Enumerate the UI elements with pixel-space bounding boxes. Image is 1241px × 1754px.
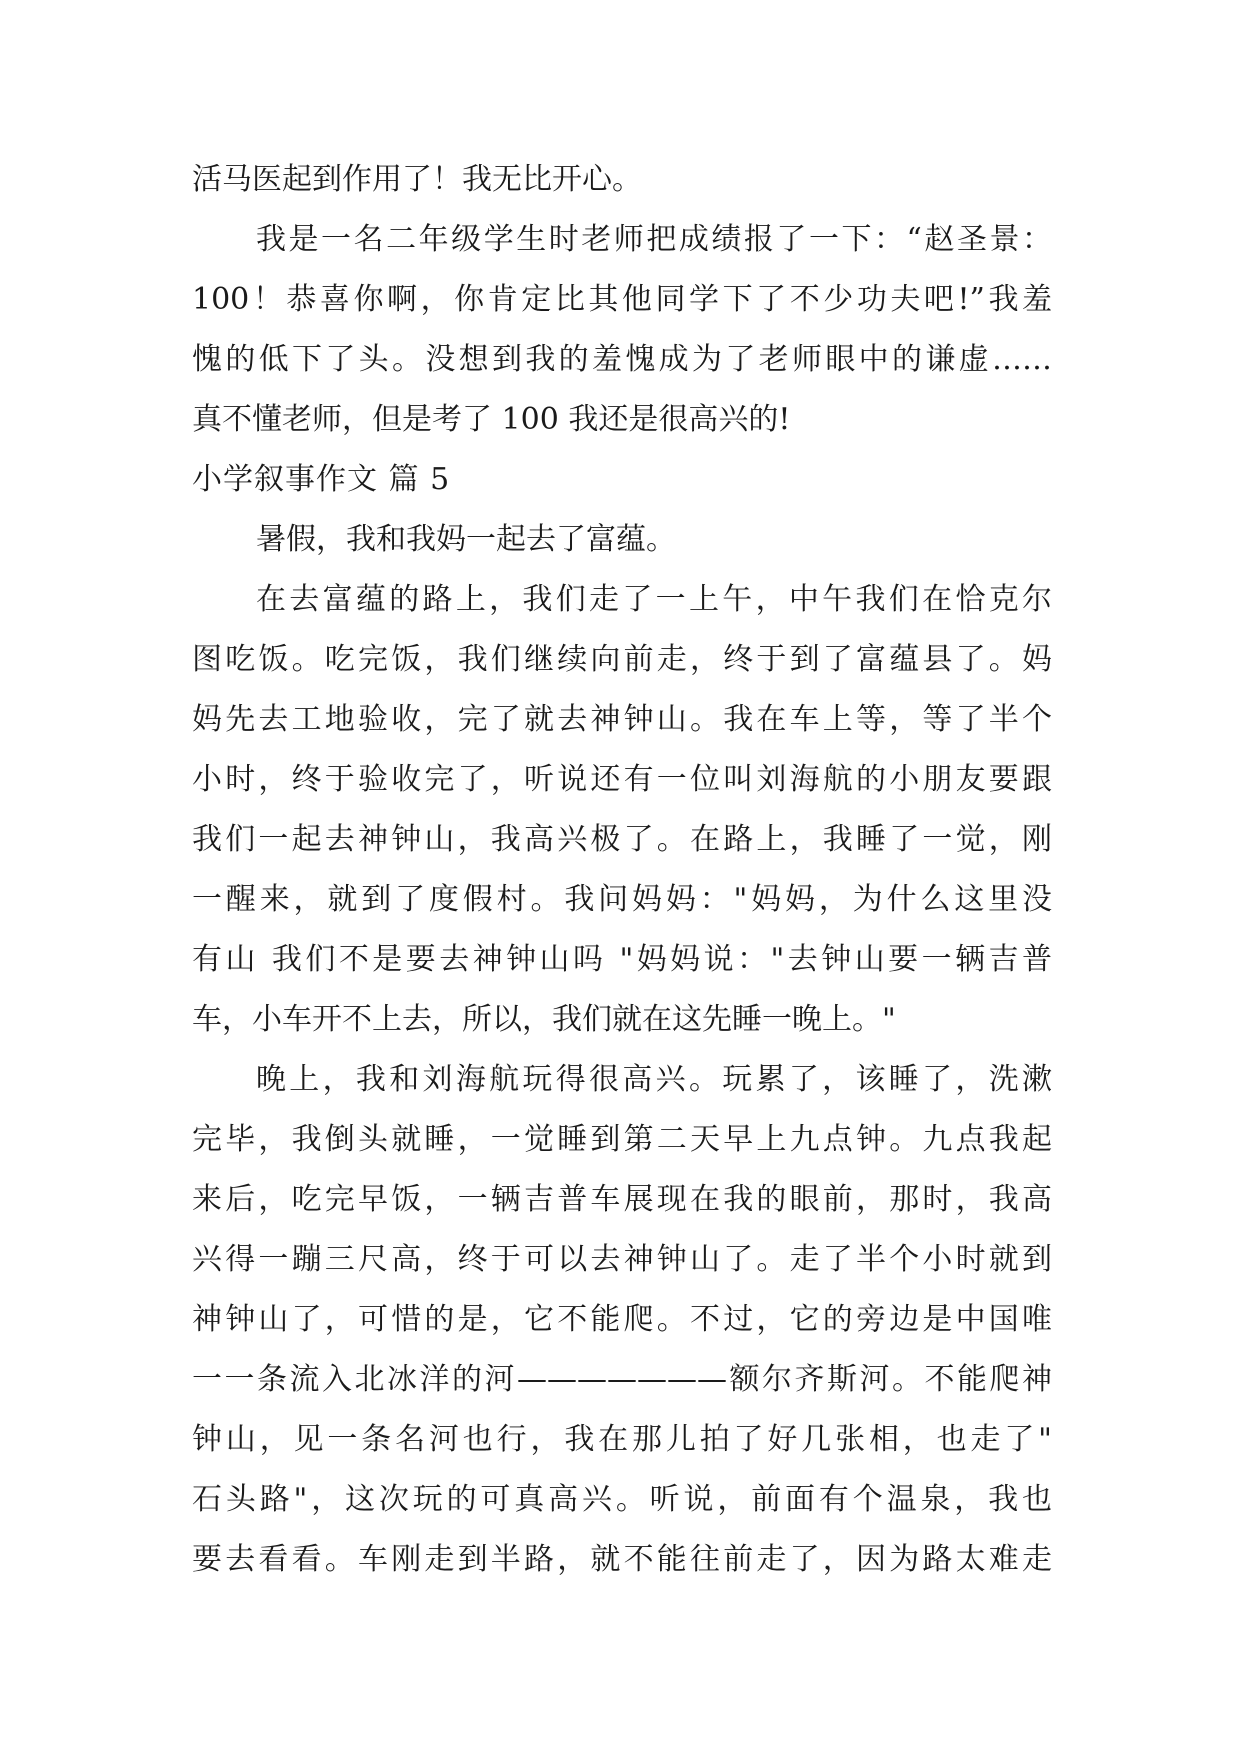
text-line: 100！恭喜你啊，你肯定比其他同学下了不少功夫吧!”我羞 <box>192 282 1052 317</box>
paragraph-5 <box>192 1050 1052 1590</box>
text-line: 神钟山了，可惜的是，它不能爬。不过，它的旁边是中国唯 <box>192 1302 1052 1337</box>
document-body <box>192 150 1052 1590</box>
text-line: 有山 我们不是要去神钟山吗 "妈妈说："去钟山要一辆吉普 <box>192 942 1052 977</box>
paragraph-2 <box>192 210 1052 450</box>
text-line: 晚上，我和刘海航玩得很高兴。玩累了，该睡了，洗漱 <box>256 1062 1052 1097</box>
text-line: 完毕，我倒头就睡，一觉睡到第二天早上九点钟。九点我起 <box>192 1122 1052 1157</box>
paragraph-4 <box>192 570 1052 1050</box>
text-line: 来后，吃完早饭，一辆吉普车展现在我的眼前，那时，我高 <box>192 1182 1052 1217</box>
text-line: 我们一起去神钟山，我高兴极了。在路上，我睡了一觉，刚 <box>192 822 1052 857</box>
text-line: 真不懂老师，但是考了 100 我还是很高兴的! <box>192 402 791 437</box>
text-line: 钟山，见一条名河也行，我在那儿拍了好几张相，也走了" <box>192 1422 1052 1457</box>
text-line: 一一条流入北冰洋的河———————额尔齐斯河。不能爬神 <box>192 1362 1052 1397</box>
text-line: 我是一名二年级学生时老师把成绩报了一下：“赵圣景： <box>256 222 1052 257</box>
text-line: 兴得一蹦三尺高，终于可以去神钟山了。走了半个小时就到 <box>192 1242 1052 1277</box>
text-line: 妈先去工地验收，完了就去神钟山。我在车上等，等了半个 <box>192 702 1052 737</box>
text-line: 要去看看。车刚走到半路，就不能往前走了，因为路太难走 <box>192 1542 1052 1577</box>
text-line: 石头路"，这次玩的可真高兴。听说，前面有个温泉，我也 <box>192 1482 1052 1517</box>
text-line: 一醒来，就到了度假村。我问妈妈："妈妈，为什么这里没 <box>192 882 1052 917</box>
text-line: 图吃饭。吃完饭，我们继续向前走，终于到了富蕴县了。妈 <box>192 642 1052 677</box>
text-line: 暑假，我和我妈一起去了富蕴。 <box>256 522 676 557</box>
text-line: 小时，终于验收完了，听说还有一位叫刘海航的小朋友要跟 <box>192 762 1052 797</box>
text-line: 愧的低下了头。没想到我的羞愧成为了老师眼中的谦虚…… <box>192 342 1052 377</box>
text-line: 活马医起到作用了！我无比开心。 <box>192 162 642 197</box>
paragraph-3 <box>192 510 1052 570</box>
paragraph-1 <box>192 150 1052 210</box>
text-line: 在去富蕴的路上，我们走了一上午，中午我们在恰克尔 <box>256 582 1052 617</box>
text-line: 车，小车开不上去，所以，我们就在这先睡一晚上。" <box>192 1002 896 1037</box>
section-heading: 小学叙事作文 篇 5 <box>192 462 451 497</box>
